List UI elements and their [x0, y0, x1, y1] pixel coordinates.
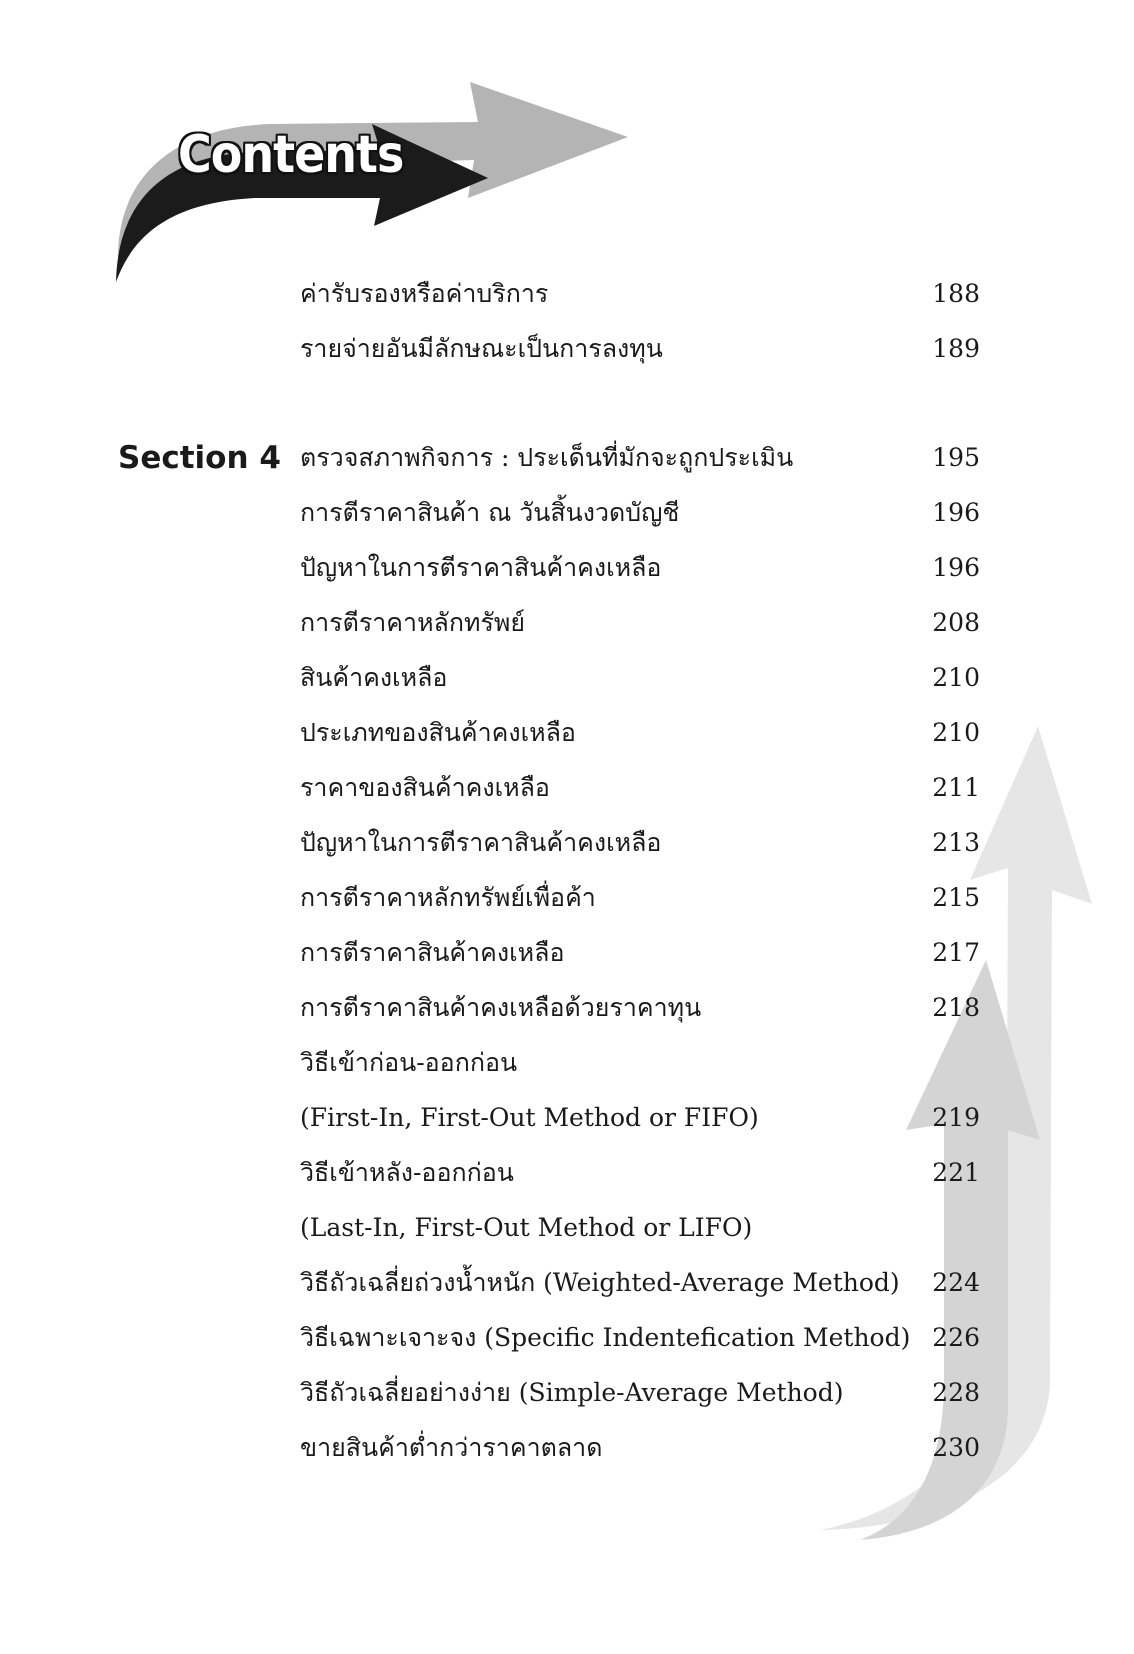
toc-entry: [300, 1043, 980, 1087]
toc-entry-page: 218: [932, 993, 980, 1022]
toc-entry: [300, 603, 980, 647]
toc-entry-page: 189: [932, 334, 980, 363]
toc-entry-title: (First-In, First-Out Method or FIFO): [300, 1103, 759, 1132]
toc-entry-page: 196: [932, 498, 980, 527]
toc-entry-title: วิธีเข้าก่อน-ออกก่อน: [300, 1048, 518, 1077]
toc-entry-page: 196: [932, 553, 980, 582]
toc-entry: [300, 658, 980, 702]
toc-entry-title: การตีราคาสินค้า ณ วันสิ้นงวดบัญชี: [300, 498, 680, 527]
toc-entry: [300, 878, 980, 922]
toc-entry: [300, 1373, 980, 1417]
toc-entry-title: วิธีถัวเฉลี่ยถ่วงน้ำหนัก (Weighted-Average Method): [300, 1268, 900, 1297]
toc-entry-title: สินค้าคงเหลือ: [300, 663, 448, 692]
toc-entry-title: วิธีเฉพาะเจาะจง (Specific Indentefication Method): [300, 1323, 911, 1352]
toc-entry: [300, 438, 980, 482]
toc-entry-page: 221: [932, 1158, 980, 1187]
toc-entry-page: 230: [932, 1433, 980, 1462]
toc-entry-title: ปัญหาในการตีราคาสินค้าคงเหลือ: [300, 553, 662, 582]
toc-entry: [300, 1318, 980, 1362]
toc-entry: [300, 823, 980, 867]
toc-entry-page: 228: [932, 1378, 980, 1407]
toc-entry: [300, 1098, 980, 1142]
toc-entry-title: วิธีถัวเฉลี่ยอย่างง่าย (Simple-Average Method): [300, 1378, 844, 1407]
toc-entry-title: ประเภทของสินค้าคงเหลือ: [300, 718, 576, 747]
toc-entry: [300, 548, 980, 592]
toc-entry: [300, 1428, 980, 1472]
toc-entry-title: วิธีเข้าหลัง-ออกก่อน: [300, 1158, 514, 1187]
toc-entry: [300, 768, 980, 812]
toc-entry: [300, 493, 980, 537]
toc-entry-title: การตีราคาสินค้าคงเหลือด้วยราคาทุน: [300, 993, 702, 1022]
section-label: Section 4: [118, 440, 281, 476]
toc-entry-page: 208: [932, 608, 980, 637]
toc-entry-title: (Last-In, First-Out Method or LIFO): [300, 1213, 753, 1242]
toc-entry: [300, 329, 980, 373]
toc-entry: [300, 1208, 980, 1252]
toc-entry-title: การตีราคาหลักทรัพย์: [300, 608, 526, 637]
toc-entry: [300, 1263, 980, 1307]
toc-entry-title: การตีราคาสินค้าคงเหลือ: [300, 938, 565, 967]
toc-entry-title: ค่ารับรองหรือค่าบริการ: [300, 279, 549, 308]
toc-entry-title: ราคาของสินค้าคงเหลือ: [300, 773, 550, 802]
toc-entry: [300, 988, 980, 1032]
toc-entry-title: ขายสินค้าต่ำกว่าราคาตลาด: [300, 1433, 603, 1462]
toc-entry-page: 195: [932, 443, 980, 472]
toc-entry: [300, 713, 980, 757]
contents-title: Contents: [178, 124, 404, 185]
toc-entry-page: 219: [932, 1103, 980, 1132]
toc-entry-title: ตรวจสภาพกิจการ : ประเด็นที่มักจะถูกประเมิน: [300, 443, 794, 472]
toc-entry-page: 226: [932, 1323, 980, 1352]
toc-entry-page: 188: [932, 279, 980, 308]
toc-entry-page: 224: [932, 1268, 980, 1297]
toc-entry-page: 211: [932, 773, 980, 802]
toc-entry-page: 215: [932, 883, 980, 912]
toc-entry-page: 210: [932, 663, 980, 692]
toc-entry-page: 213: [932, 828, 980, 857]
toc-entry: [300, 933, 980, 977]
toc-entry-title: ปัญหาในการตีราคาสินค้าคงเหลือ: [300, 828, 662, 857]
toc-entry-page: 210: [932, 718, 980, 747]
toc-entry-title: รายจ่ายอันมีลักษณะเป็นการลงทุน: [300, 334, 663, 363]
toc-entry-page: 217: [932, 938, 980, 967]
toc-entry: [300, 1153, 980, 1197]
toc-entry: [300, 274, 980, 318]
toc-entry-title: การตีราคาหลักทรัพย์เพื่อค้า: [300, 883, 596, 912]
